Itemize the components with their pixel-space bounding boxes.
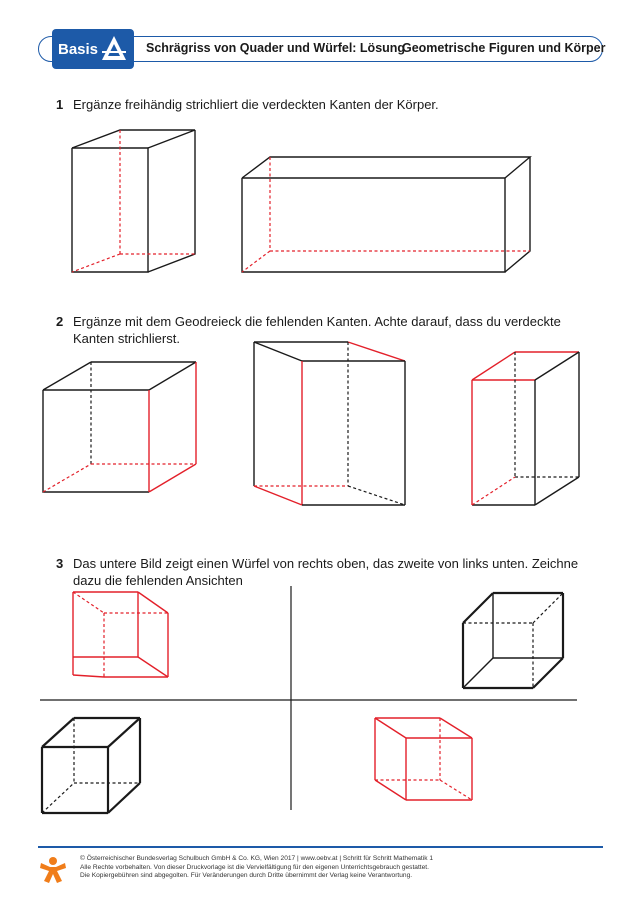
cube-3d-solution [375, 718, 472, 800]
task-text: Das untere Bild zeigt einen Würfel von rechts oben, das zweite von links unten. Zeichne dazu die fehlenden Ansichten [73, 556, 579, 588]
task-number: 1 [56, 97, 64, 112]
task-number: 3 [56, 556, 64, 571]
cuboid-2b [254, 342, 405, 505]
footer-line-2: Alle Rechte vorbehalten. Von dieser Druckvorlage ist die Vervielfältigung für den eigenen Unterrichtsgebrauch gestattet. [80, 863, 429, 871]
footer-divider [38, 846, 603, 848]
cube-3c [42, 718, 140, 813]
page-title: Schrägriss von Quader und Würfel: Lösung [146, 41, 406, 55]
footer-line-3: Die Kopiergebühren sind abgegolten. Für Veränderungen durch Dritte übernimmt der Verlag keine Verantwortung. [80, 872, 413, 880]
cuboid-2c [472, 352, 579, 505]
task-number: 2 [56, 314, 64, 329]
task-text: Ergänze freihändig strichliert die verdeckten Kanten der Körper. [73, 97, 439, 112]
footer-line-1: © Österreichischer Bundesverlag Schulbuch GmbH & Co. KG, Wien 2017 | www.oebv.at | Schritt für Schritt Mathematik 1 [80, 855, 434, 862]
cuboid-1b [242, 157, 530, 272]
badge-label: Basis [58, 41, 99, 58]
cube-3a-solution [73, 592, 168, 677]
task-text: Ergänze mit dem Geodreieck die fehlenden Kanten. Achte darauf, dass du verdeckte Kanten strichlierst. [73, 314, 561, 346]
footer-copyright [80, 855, 600, 881]
oebv-star-logo-icon [38, 855, 68, 885]
cube-2a [43, 362, 196, 492]
cuboid-1a [72, 130, 195, 272]
page-topic: Geometrische Figuren und Körper [402, 41, 606, 55]
cube-3b [463, 593, 563, 688]
